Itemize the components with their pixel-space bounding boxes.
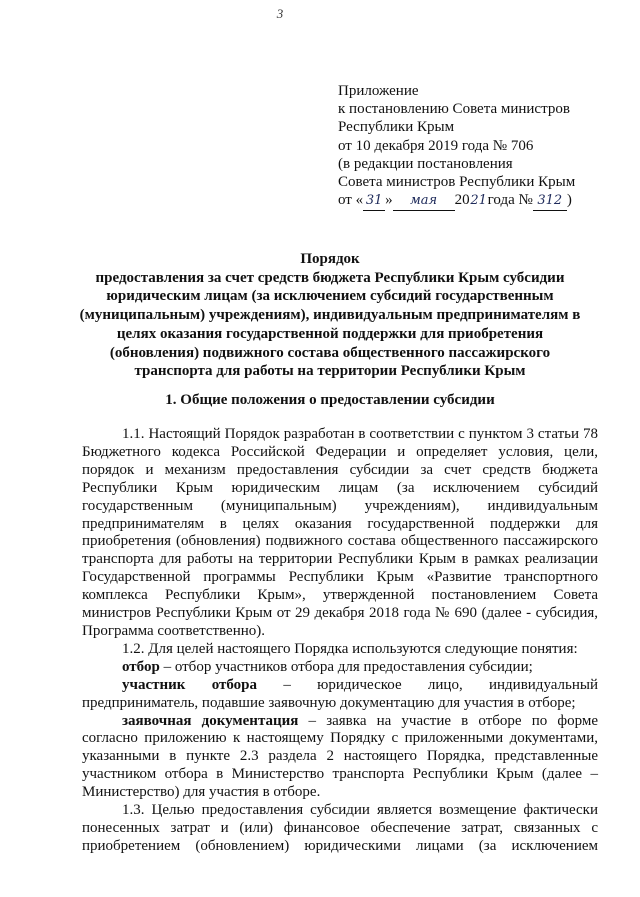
date-prefix: от « — [338, 192, 364, 209]
appendix-line: к постановлению Совета министров — [338, 101, 570, 118]
appendix-line: Приложение — [338, 83, 419, 99]
term-participant: участник отбора — [122, 676, 258, 693]
page-number: 3 — [276, 6, 284, 21]
definition-selection — [82, 659, 598, 677]
appendix-date-line — [338, 191, 575, 211]
year-prefix: 20 — [454, 192, 470, 209]
title-line: Порядок — [300, 251, 360, 267]
appendix-line: Республики Крым — [338, 119, 455, 136]
title-line: юридическим лицам (за исключением субсидий государственным — [106, 288, 554, 305]
definition-documentation — [82, 713, 598, 803]
title-line: транспорта для работы на территории Республики Крым — [134, 363, 526, 380]
definition-text: – отбор участников отбора для предоставления субсидии; — [159, 658, 533, 675]
term-documentation: заявочная документация — [122, 712, 299, 729]
title-line: (обновления) подвижного состава общественного пассажирского — [109, 344, 551, 361]
document-title — [60, 250, 600, 381]
appendix-line: Совета министров Республики Крым — [338, 174, 576, 191]
definition-participant — [82, 677, 598, 713]
handwritten-month: мая — [393, 192, 455, 211]
date-suffix: ) — [566, 192, 572, 209]
appendix-line: от 10 декабря 2019 года № 706 — [338, 137, 534, 154]
date-mid2: года № — [487, 192, 533, 209]
title-line: предоставления за счет средств бюджета Республики Крым субсидии — [95, 269, 565, 286]
paragraph-1-1: 1.1. Настоящий Порядок разработан в соответствии с пунктом 3 статьи 78 Бюджетного кодекса Российской Федерации и определяет условия, цели, порядок и механизм предоставления субсидии за счет средств бюджета Республики Крым юридическим лицам (за исключением субсидий государственным (муниципальным) учреждениям), индивидуальным предпринимателям в целях оказания государственной поддержки для приобретения (обновления) подвижного состава общественного пассажирского транспорта для работы на территории Республики Крым в рамках реализации Государственной программы Республики Крым «Развитие транспортного комплекса Республики Крым», утвержденной постановлением Совета министров Республики Крым от 29 декабря 2018 года № 690 (далее - субсидия, Программа соответственно). — [82, 426, 598, 639]
term-selection: отбор — [122, 658, 160, 675]
handwritten-day: 31 — [363, 192, 385, 211]
paragraph-1-3: 1.3. Целью предоставления субсидии является возмещение фактически понесенных затрат и (или) финансовое обеспечение затрат, связанных с приобретением (обновлением) юридическими лицами (за исключением — [82, 802, 598, 854]
appendix-line: (в редакции постановления — [338, 155, 513, 172]
section-heading: 1. Общие положения о предоставлении субсидии — [165, 392, 495, 408]
definition-text: – юридическое лицо, индивидуальный предприниматель, подавшие заявочную документацию для участия в отборе; — [82, 676, 598, 711]
appendix-block — [338, 82, 575, 211]
paragraph-1-2: 1.2. Для целей настоящего Порядка используются следующие понятия: — [122, 640, 578, 657]
handwritten-year: 21 — [470, 193, 487, 209]
title-line: (муниципальным) учреждениям), индивидуальным предпринимателям в — [79, 307, 581, 324]
date-mid: » — [385, 192, 393, 209]
handwritten-number: 312 — [533, 192, 567, 211]
document-body — [82, 426, 598, 856]
definition-text: – заявка на участие в отборе по форме согласно приложению к настоящему Порядку с приложенными документами, указанными в пункте 2.3 раздела 2 настоящего Порядка, представленные участником отбора в Министерство транспорта Республики Крым (далее – Министерство) для участия в отборе. — [82, 712, 598, 801]
title-line: целях оказания государственной поддержки для приобретения — [116, 325, 544, 342]
